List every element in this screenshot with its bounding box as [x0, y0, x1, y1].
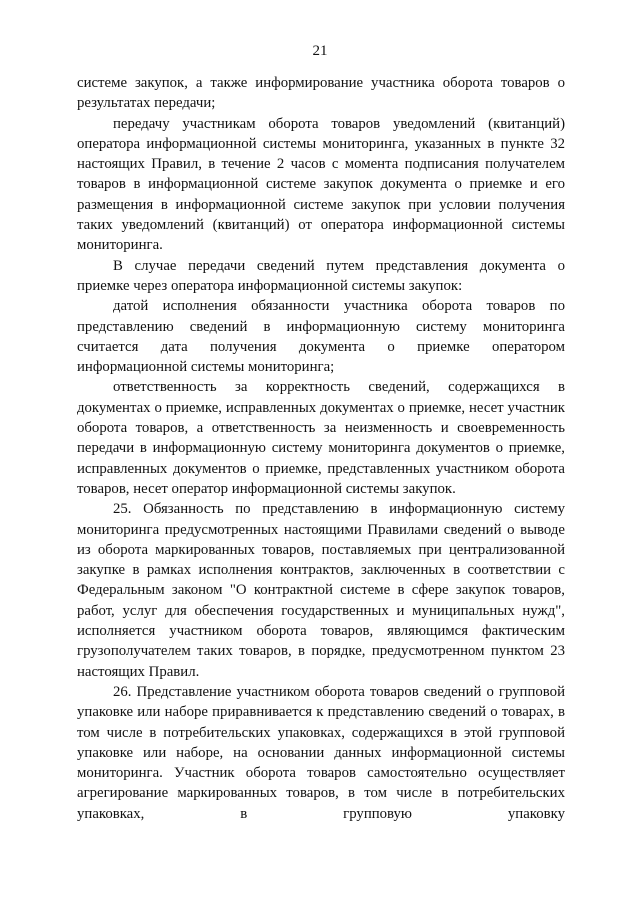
paragraph: 26. Представление участником оборота товаров сведений о групповой упаковке или наборе приравнивается к представлению сведений о товарах, в том числе в потребительских упаковках, содержащихся в этой групповой упаковке или наборе, на основании данных информационной системы мониторинга. Участник оборота товаров самостоятельно осуществляет агрегирование маркированных товаров, в том числе в потребительских упаковках, в групповую упаковку [77, 683, 565, 822]
paragraph: системе закупок, а также информирование участника оборота товаров о результатах передачи; [77, 75, 565, 112]
paragraph: датой исполнения обязанности участника оборота товаров по представлению сведений в информационную систему мониторинга считается дата получения документа о приемке оператором информационной системы мониторинга; [77, 298, 565, 376]
document-body [77, 73, 565, 824]
paragraph: В случае передачи сведений путем представления документа о приемке через оператора информационной системы закупок: [77, 257, 565, 294]
page-number: 21 [312, 43, 328, 59]
paragraph: ответственность за корректность сведений, содержащихся в документах о приемке, исправленных документах о приемке, несет участник оборота товаров, а ответственность за неизменность и своевременность передачи в информационную систему мониторинга документов о приемке, исправленных документов о приемке, представленных участником оборота товаров, несет оператор информационной системы закупок. [77, 379, 565, 497]
paragraph: 25. Обязанность по представлению в информационную систему мониторинга предусмотренных настоящими Правилами сведений о выводе из оборота маркированных товаров, поставляемых при централизованной закупке в рамках исполнения контрактов, заключенных в соответствии с Федеральным законом "О контрактной системе в сфере закупок товаров, работ, услуг для обеспечения государственных и муниципальных нужд", исполняется участником оборота товаров, являющимся фактическим грузополучателем таких товаров, в порядке, предусмотренном пунктом 23 настоящих Правил. [77, 501, 565, 680]
paragraph: передачу участникам оборота товаров уведомлений (квитанций) оператора информационной системы мониторинга, указанных в пункте 32 настоящих Правил, в течение 2 часов с момента подписания получателем товаров в информационной системе закупок документа о приемке и его размещения в информационной системе закупок при условии получения таких уведомлений (квитанций) от оператора информационной системы мониторинга. [77, 115, 565, 254]
